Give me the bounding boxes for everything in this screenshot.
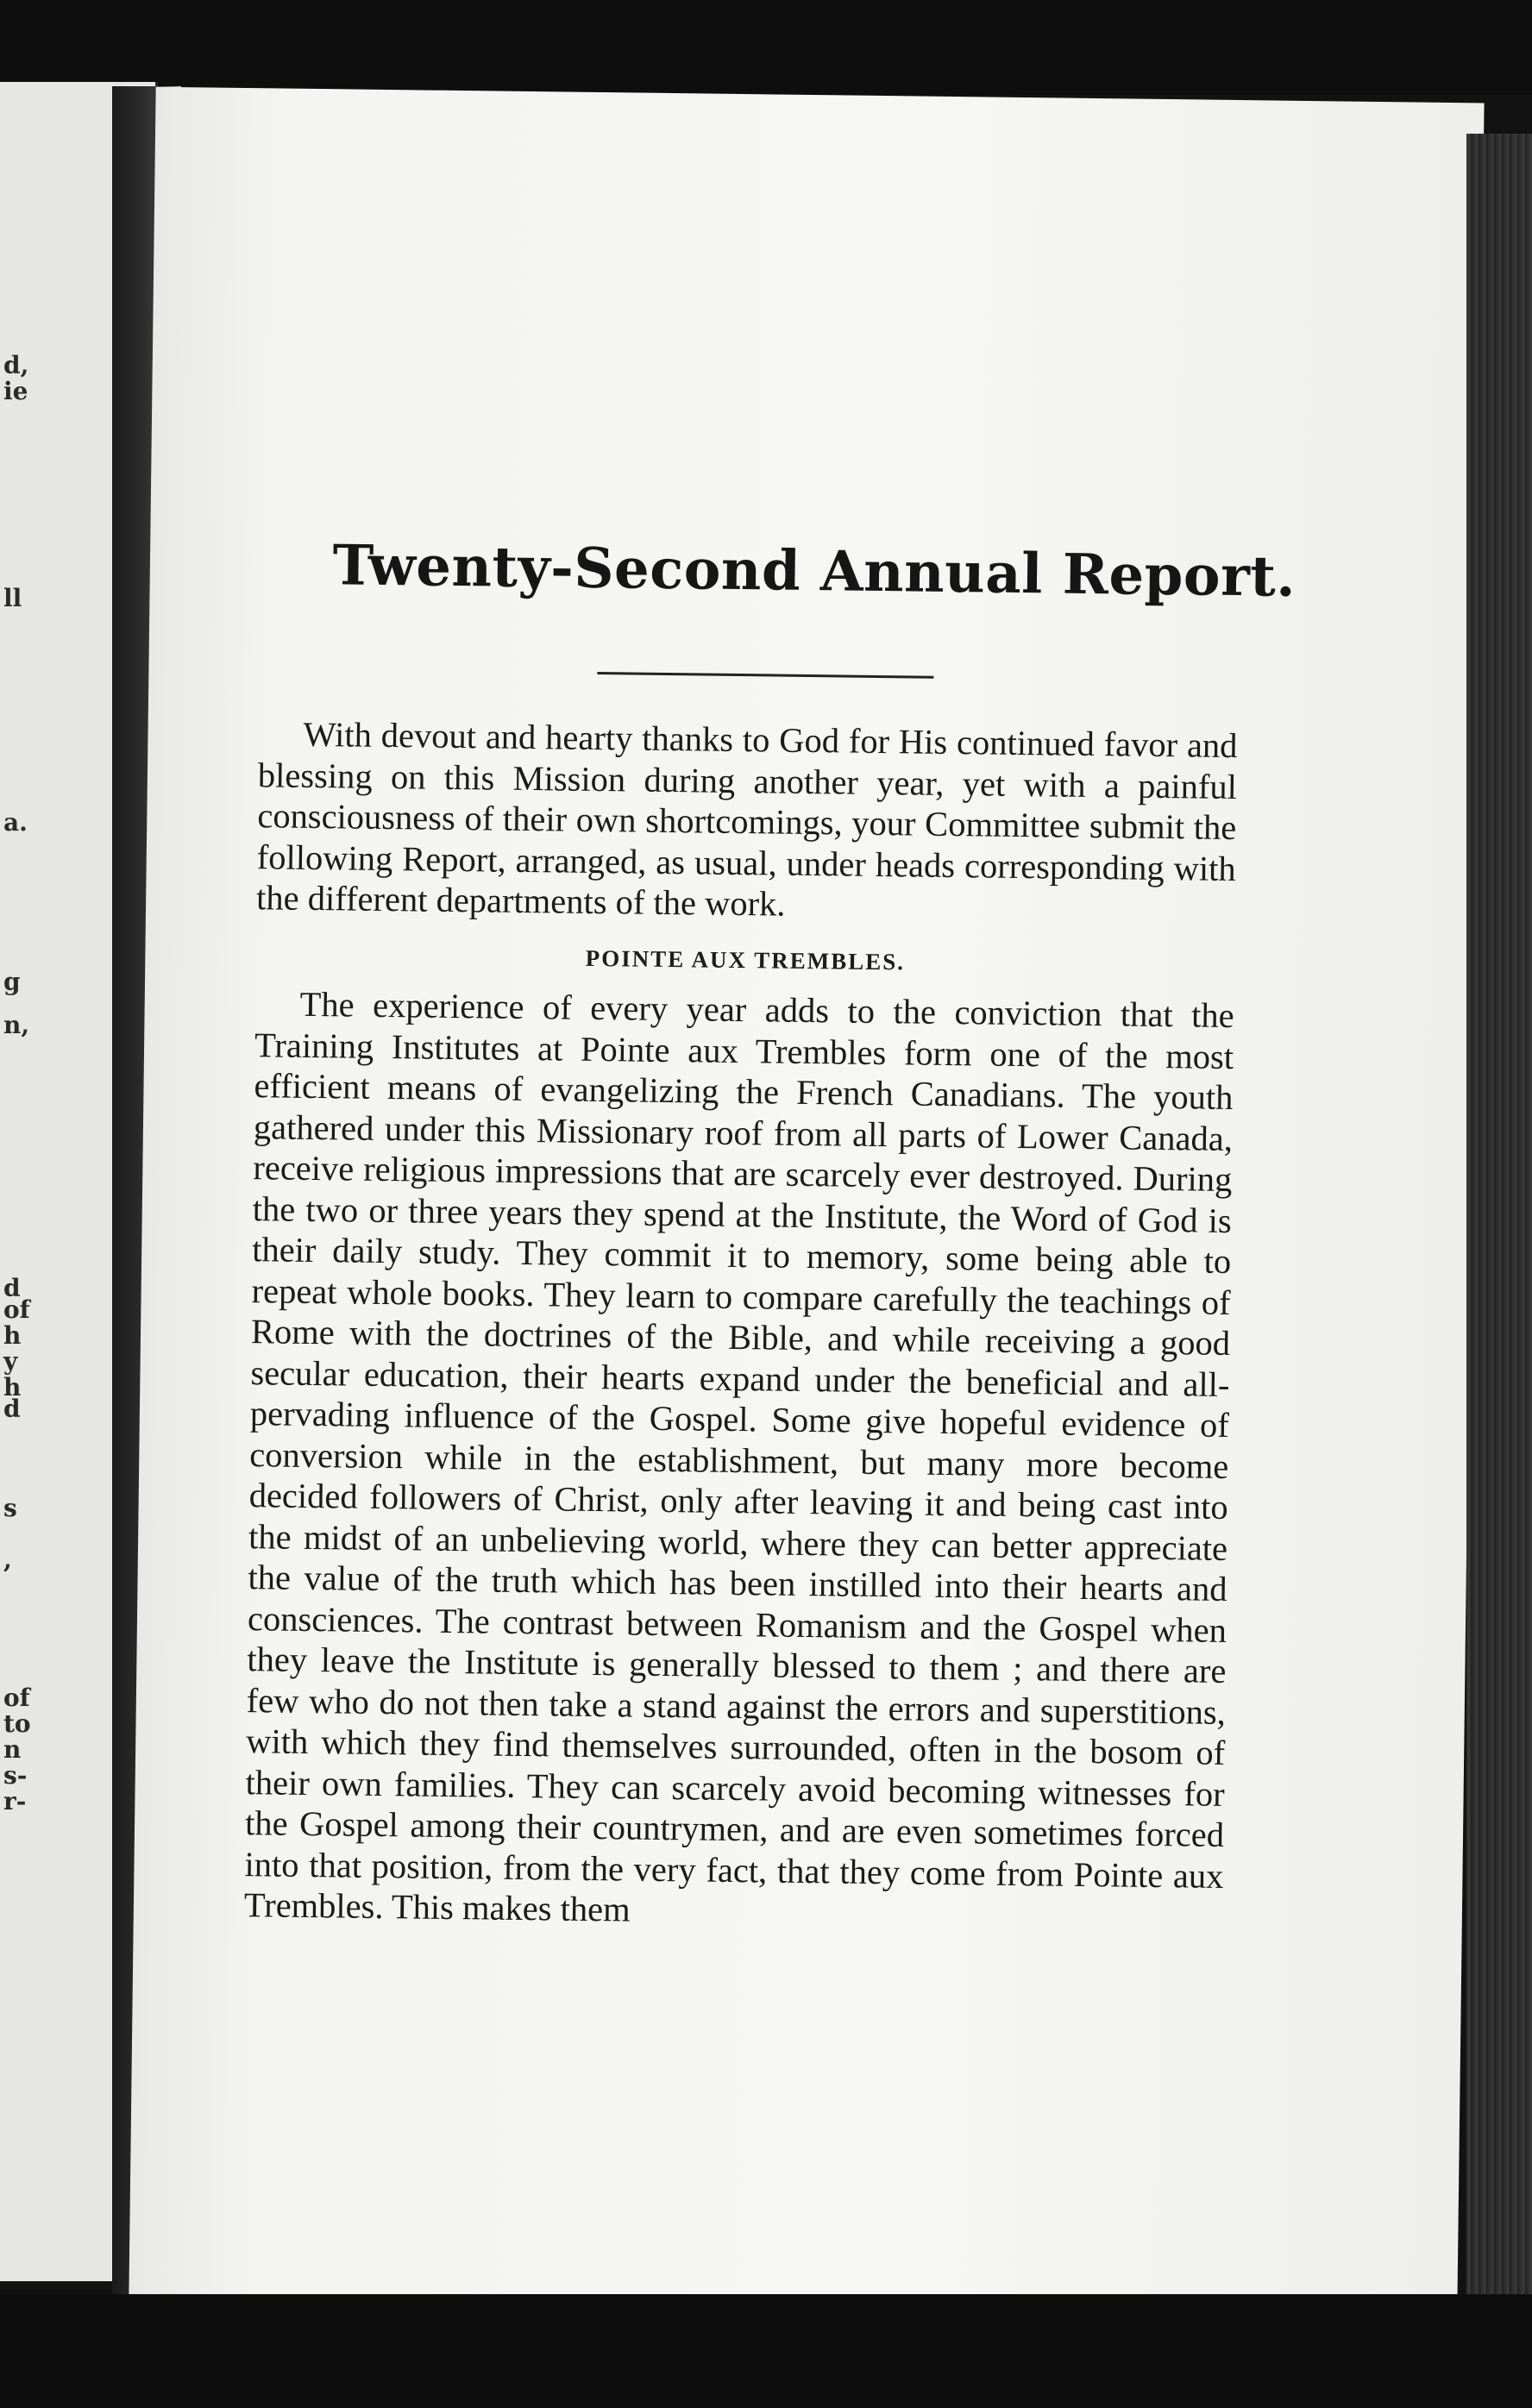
facing-page-fragment: , [3,1546,12,1574]
page-title: Twenty-Second Annual Report. [332,533,1297,610]
facing-page-fragment: of [3,1684,30,1712]
facing-page-fragment: d [3,1274,21,1302]
title-rule [597,672,933,679]
facing-page-fragment: a. [3,808,28,837]
facing-page-fragment: r- [3,1787,27,1815]
report-body [244,713,1238,1937]
facing-page-fragment: to [3,1709,31,1738]
scan-top-border [0,0,1532,95]
scan-bottom-border [0,2294,1532,2408]
facing-page-fragment: s- [3,1761,28,1790]
section-paragraph: The experience of every year adds to the conviction that the Training Institutes at Pointe aux Trembles form one of the most efficient means of evangelizing the French Canadians. The youth gathered under this Missionary roof from all parts of Lower Canada, receive religious impressions that are scarcely ever destroyed. During the two or three years they spend at the Institute, the Word of God is their daily study. They commit it to memory, some being able to repeat whole books. They learn to compare carefully the teachings of Rome with the doctrines of the Bible, and while receiving a good secular education, their hearts expand under the beneficial and all-pervading influence of the Gospel. Some give hopeful evidence of conversion while in the establishment, but many more become decided followers of Christ, only after leaving it and being cast into the midst of an unbelieving world, where they can better appreciate the value of the truth which has been instilled into their hearts and consciences. The contrast between Romanism and the Gospel when they leave the Institute is generally blessed to them ; and there are few who do not then take a stand against the errors and superstitions, with which they find themselves surrounded, often in the bosom of their own families. They can scarcely avoid becoming witnesses for the Gospel among their countrymen, and are even sometimes forced into that position, from the very fact, that they come from Pointe aux Trembles. This makes them [243,984,1234,1929]
intro-paragraph: With devout and hearty thanks to God for His continued favor and blessing on this Mission during another year, yet with a painful consciousness of their own shortcomings, your Committee submit the following Report, arranged, as usual, under heads corresponding with the different departments of the work. [255,714,1238,924]
facing-page-fragment: d, [3,351,29,379]
facing-page-fragment: n, [3,1011,30,1039]
book-page [129,87,1484,2311]
facing-page-fragment: n [3,1735,22,1764]
facing-page-fragment: of [3,1295,30,1324]
facing-page-fragment: h [3,1321,22,1350]
facing-page-fragment: d [3,1395,21,1423]
section-heading: POINTE AUX TREMBLES. [585,944,906,975]
facing-page-fragment: ll [3,584,22,612]
facing-page-fragment: h [3,1373,22,1402]
facing-page-fragment: s [3,1494,17,1522]
facing-page-fragment: ie [3,377,28,405]
facing-page-fragment: g [3,968,21,996]
page-stack-edge [1466,134,1532,2307]
facing-page-fragment: y [3,1347,18,1376]
show-through-text [323,317,1360,503]
